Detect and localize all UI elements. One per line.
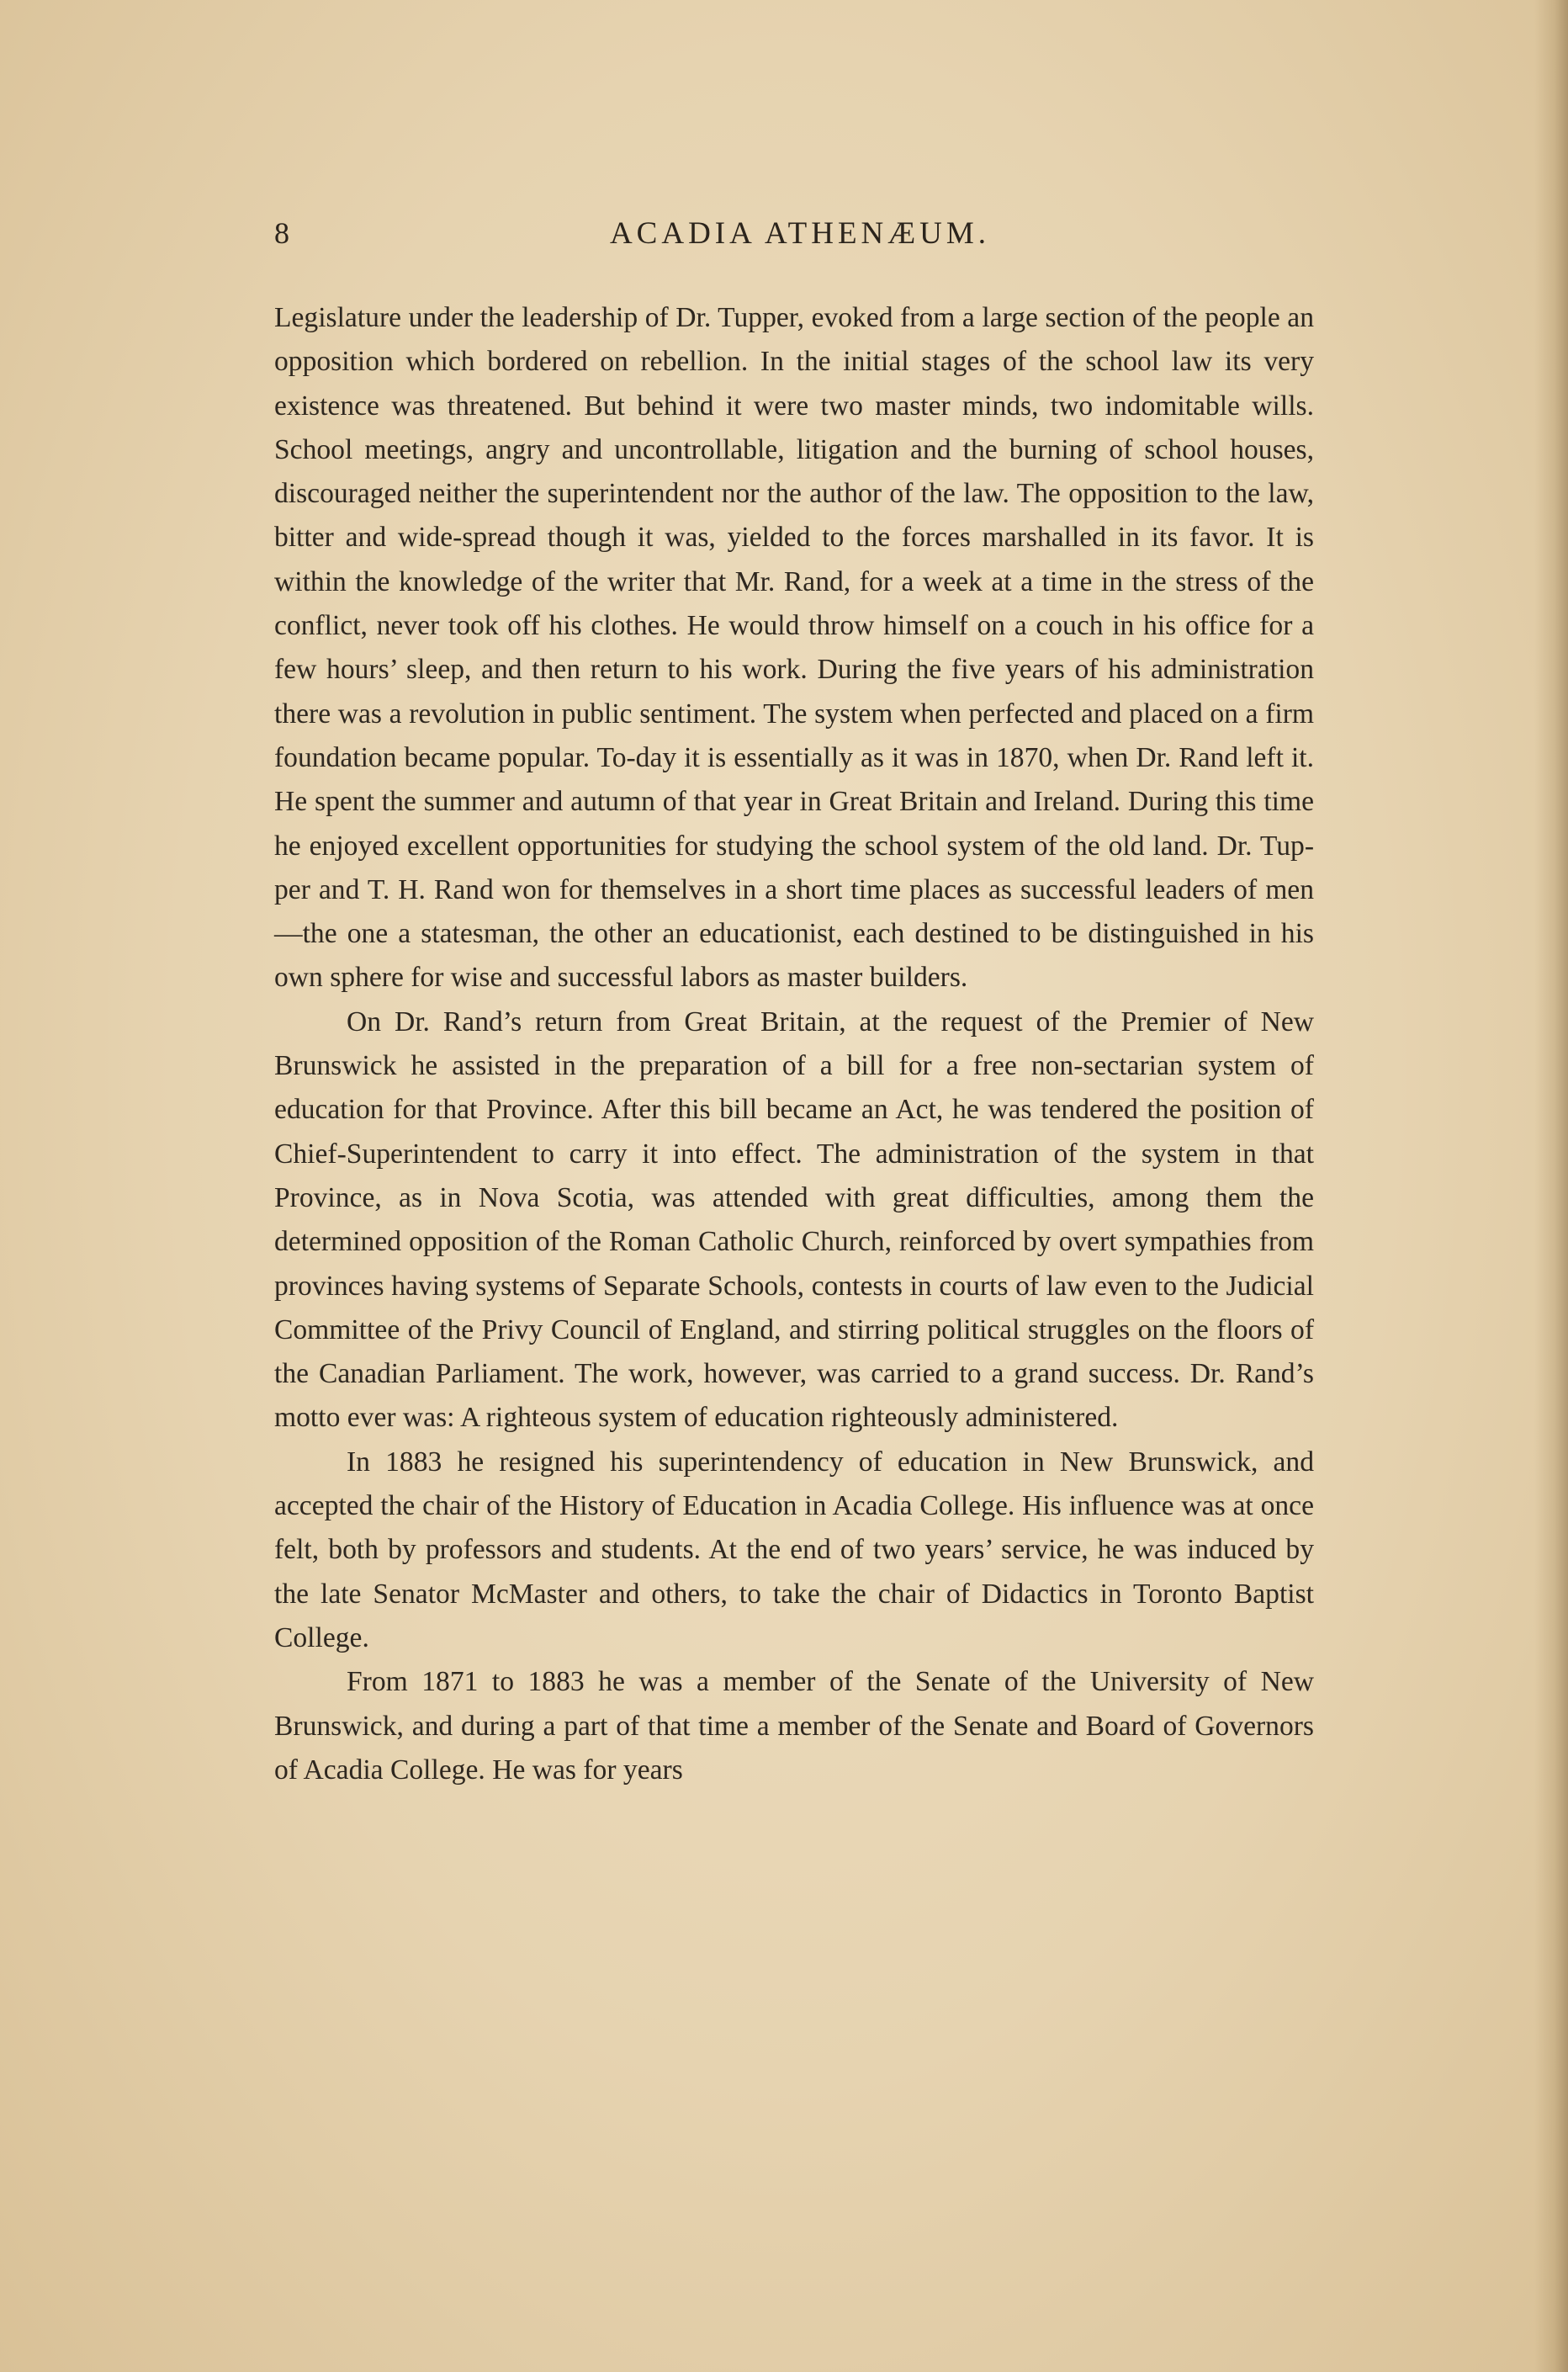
paragraph-2: On Dr. Rand’s return from Great Britain, at the request of the Premier of New Brunswick he assisted in the preparation of a bill for a free non-sectarian system of education for that Province. After this bill became an Act, he was tendered the position of Chief-Superintendent to carry it into effect. The administration of the system in that Province, as in Nova Scotia, was attended with great difficulties, among them the determined opposition of the Roman Catholic Church, reinforced by overt sympathies from provinces having systems of Separate Schools, contests in courts of law even to the Judicial Committee of the Privy Council of England, and stirring political struggles on the floors of the Canadian Parliament. The work, however, was carried to a grand success. Dr. Rand’s motto ever was: A righteous system of education righteously administered.	[274, 1006, 1314, 1434]
page-number: 8	[274, 216, 290, 250]
page-edge-shadow	[1534, 0, 1568, 2372]
page-header	[274, 215, 1317, 257]
paragraph-3: In 1883 he resigned his superintendency of education in New Brunswick, and accepted the chair of the History of Education in Acadia College. His influence was at once felt, both by professors and students. At the end of two years’ service, he was induced by the late Senator McMaster and others, to take the chair of Didactics in Toronto Baptist College.	[274, 1446, 1314, 1653]
body-text	[274, 296, 1314, 1792]
running-title: ACADIA ATHENÆUM.	[609, 216, 991, 251]
paragraph-1: Legislature under the leadership of Dr. Tupper, evoked from a large section of the people an opposition which bordered on rebellion. In the initial stages of the school law its very existence was threatened. But behind it were two master minds, two indomitable wills. School meetings, angry and uncontrollable, litigation and the burning of school houses, discouraged neither the superintendent nor the author of the law. The opposition to the law, bitter and wide-spread though it was, yielded to the forces marshalled in its favor. It is within the knowledge of the writer that Mr. Rand, for a week at a time in the stress of the conflict, never took off his clothes. He would throw himself on a couch in his office for a few hours’ sleep, and then return to his work. During the five years of his administration there was a revolution in public sentiment. The system when perfected and placed on a firm foundation became popular. To-day it is essentially as it was in 1870, when Dr. Rand left it. He spent the summer and autumn of that year in Great Britain and Ireland. During this time he enjoyed excellent opportunities for studying the school system of the old land. Dr. Tupper and T. H. Rand won for themselves in a short time places as successful leaders of men—the one a statesman, the other an educationist, each destined to be distinguished in his own sphere for wise and successful labors as master builders.	[274, 302, 1314, 994]
paragraph-4: From 1871 to 1883 he was a member of the Senate of the University of New Brunswick, and during a part of that time a member of the Senate and Board of Governors of Acadia College. He was for years	[274, 1666, 1314, 1786]
